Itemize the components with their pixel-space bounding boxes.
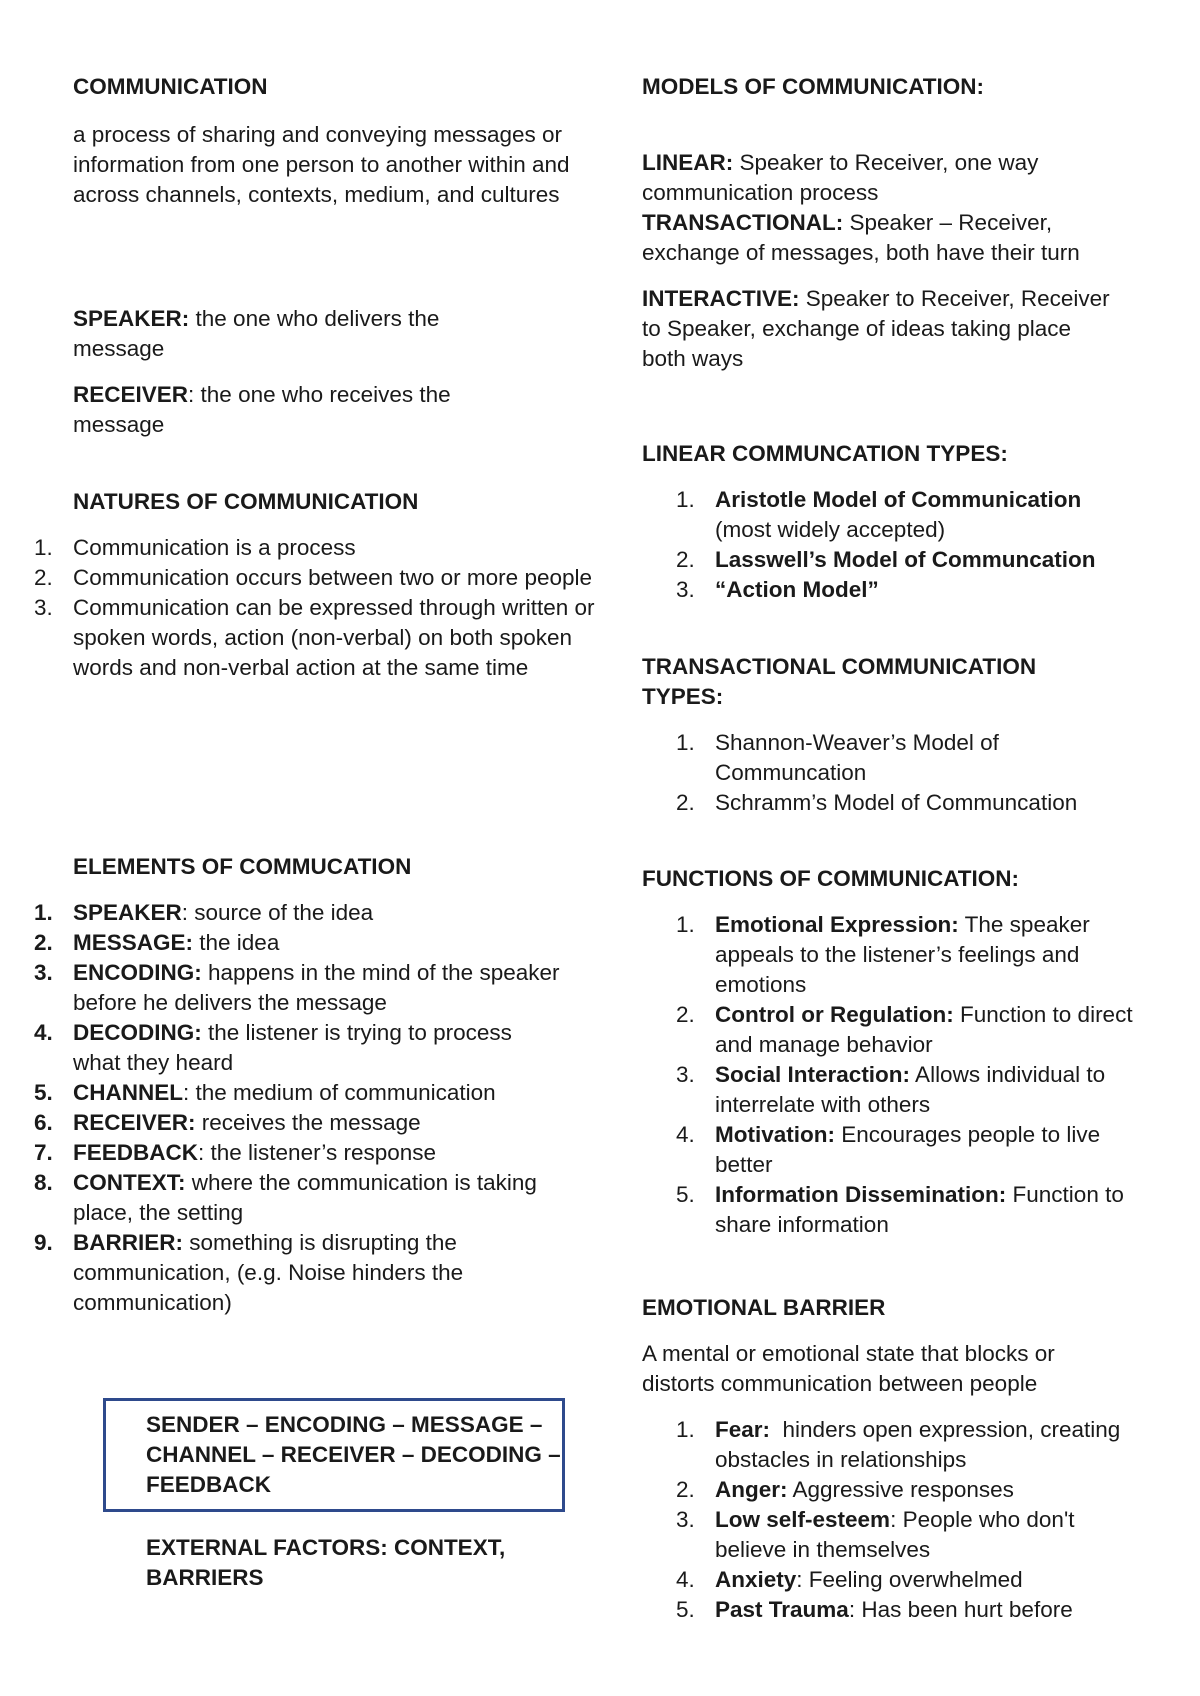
list-item: 3. Communication can be expressed through written or spoken words, action (non-verbal) on both spoken words and non-verbal action at the same time <box>34 595 595 680</box>
list-item: 9. BARRIER: something is disrupting the communication, (e.g. Noise hinders the communication) <box>34 1230 464 1315</box>
receiver-definition <box>73 380 523 440</box>
communication-definition: a process of sharing and conveying messages or information from one person to another within and across channels, contexts, medium, and cultures <box>73 122 570 207</box>
list-item: 4. Anxiety: Feeling overwhelmed <box>676 1567 1023 1592</box>
transactional-model: TRANSACTIONAL: Speaker – Receiver, exchange of messages, both have their turn <box>642 210 1080 265</box>
speaker-text: the one who delivers the message <box>73 306 440 361</box>
linear-model: LINEAR: Speaker to Receiver, one way communication process <box>642 150 1039 205</box>
list-item: 6. RECEIVER: receives the message <box>34 1110 421 1135</box>
receiver-text: : the one who receives the message <box>73 382 451 437</box>
receiver-term: RECEIVER <box>73 382 189 407</box>
emotional-barrier-definition: A mental or emotional state that blocks or distorts communication between people <box>642 1341 1055 1396</box>
list-item: 5. Information Dissemination: Function to share information <box>676 1182 1124 1237</box>
list-item: 5. Past Trauma: Has been hurt before <box>676 1597 1073 1622</box>
list-item: 2. Anger: Aggressive responses <box>676 1477 1014 1502</box>
list-item: 1. Aristotle Model of Communication (most widely accepted) <box>676 487 1082 542</box>
natures-heading: NATURES OF COMMUNICATION <box>73 489 419 514</box>
functions-list <box>642 910 1142 1240</box>
elements-heading: ELEMENTS OF COMMUCATION <box>73 854 412 879</box>
list-item: 5. CHANNEL: the medium of communication <box>34 1080 496 1105</box>
list-item: 1. Fear: hinders open expression, creating obstacles in relationships <box>676 1417 1127 1472</box>
list-item: 4. Motivation: Encourages people to live better <box>676 1122 1101 1177</box>
list-item: 1. Communication is a process <box>34 535 356 560</box>
list-item: 3. ENCODING: happens in the mind of the speaker before he delivers the message <box>34 960 560 1015</box>
list-item: 3. Low self-esteem: People who don't believe in themselves <box>676 1507 1075 1562</box>
speaker-definition <box>73 304 523 364</box>
list-item: 7. FEEDBACK: the listener’s response <box>34 1140 437 1165</box>
external-factors: EXTERNAL FACTORS: CONTEXT, BARRIERS <box>146 1535 506 1590</box>
list-item: 3. Social Interaction: Allows individual to interrelate with others <box>676 1062 1106 1117</box>
list-item: 2. Control or Regulation: Function to direct and manage behavior <box>676 1002 1133 1057</box>
communication-heading: COMMUNICATION <box>73 74 268 99</box>
list-item: 1. Shannon-Weaver’s Model of Communcation <box>676 730 999 785</box>
transactional-types-heading: TRANSACTIONAL COMMUNICATION TYPES: <box>642 654 1037 709</box>
speaker-term: SPEAKER: <box>73 306 190 331</box>
list-item: 2. Communication occurs between two or more people <box>34 565 593 590</box>
interactive-model: INTERACTIVE: Speaker to Receiver, Receiver to Speaker, exchange of ideas taking place both ways <box>642 286 1110 371</box>
communication-flow: SENDER – ENCODING – MESSAGE – CHANNEL – RECEIVER – DECODING – FEEDBACK <box>146 1412 561 1497</box>
list-item: 8. CONTEXT: where the communication is taking place, the setting <box>34 1170 537 1225</box>
emotional-barrier-heading: EMOTIONAL BARRIER <box>642 1295 886 1320</box>
list-item: 1. SPEAKER: source of the idea <box>34 900 374 925</box>
models-heading: MODELS OF COMMUNICATION: <box>642 74 985 99</box>
list-item: 2. MESSAGE: the idea <box>34 930 280 955</box>
natures-list <box>0 533 646 683</box>
list-item: 1. Emotional Expression: The speaker appeals to the listener’s feelings and emotions <box>676 912 1090 997</box>
emotional-barrier-list <box>642 1415 1142 1625</box>
list-item: 3. “Action Model” <box>676 577 879 602</box>
transactional-types-list <box>642 728 1142 818</box>
linear-types-list <box>642 485 1142 605</box>
functions-heading: FUNCTIONS OF COMMUNICATION: <box>642 866 1020 891</box>
elements-list <box>0 898 560 1318</box>
linear-types-heading: LINEAR COMMUNCATION TYPES: <box>642 441 1008 466</box>
list-item: 4. DECODING: the listener is trying to process what they heard <box>34 1020 512 1075</box>
list-item: 2. Schramm’s Model of Communcation <box>676 790 1078 815</box>
list-item: 2. Lasswell’s Model of Communcation <box>676 547 1096 572</box>
